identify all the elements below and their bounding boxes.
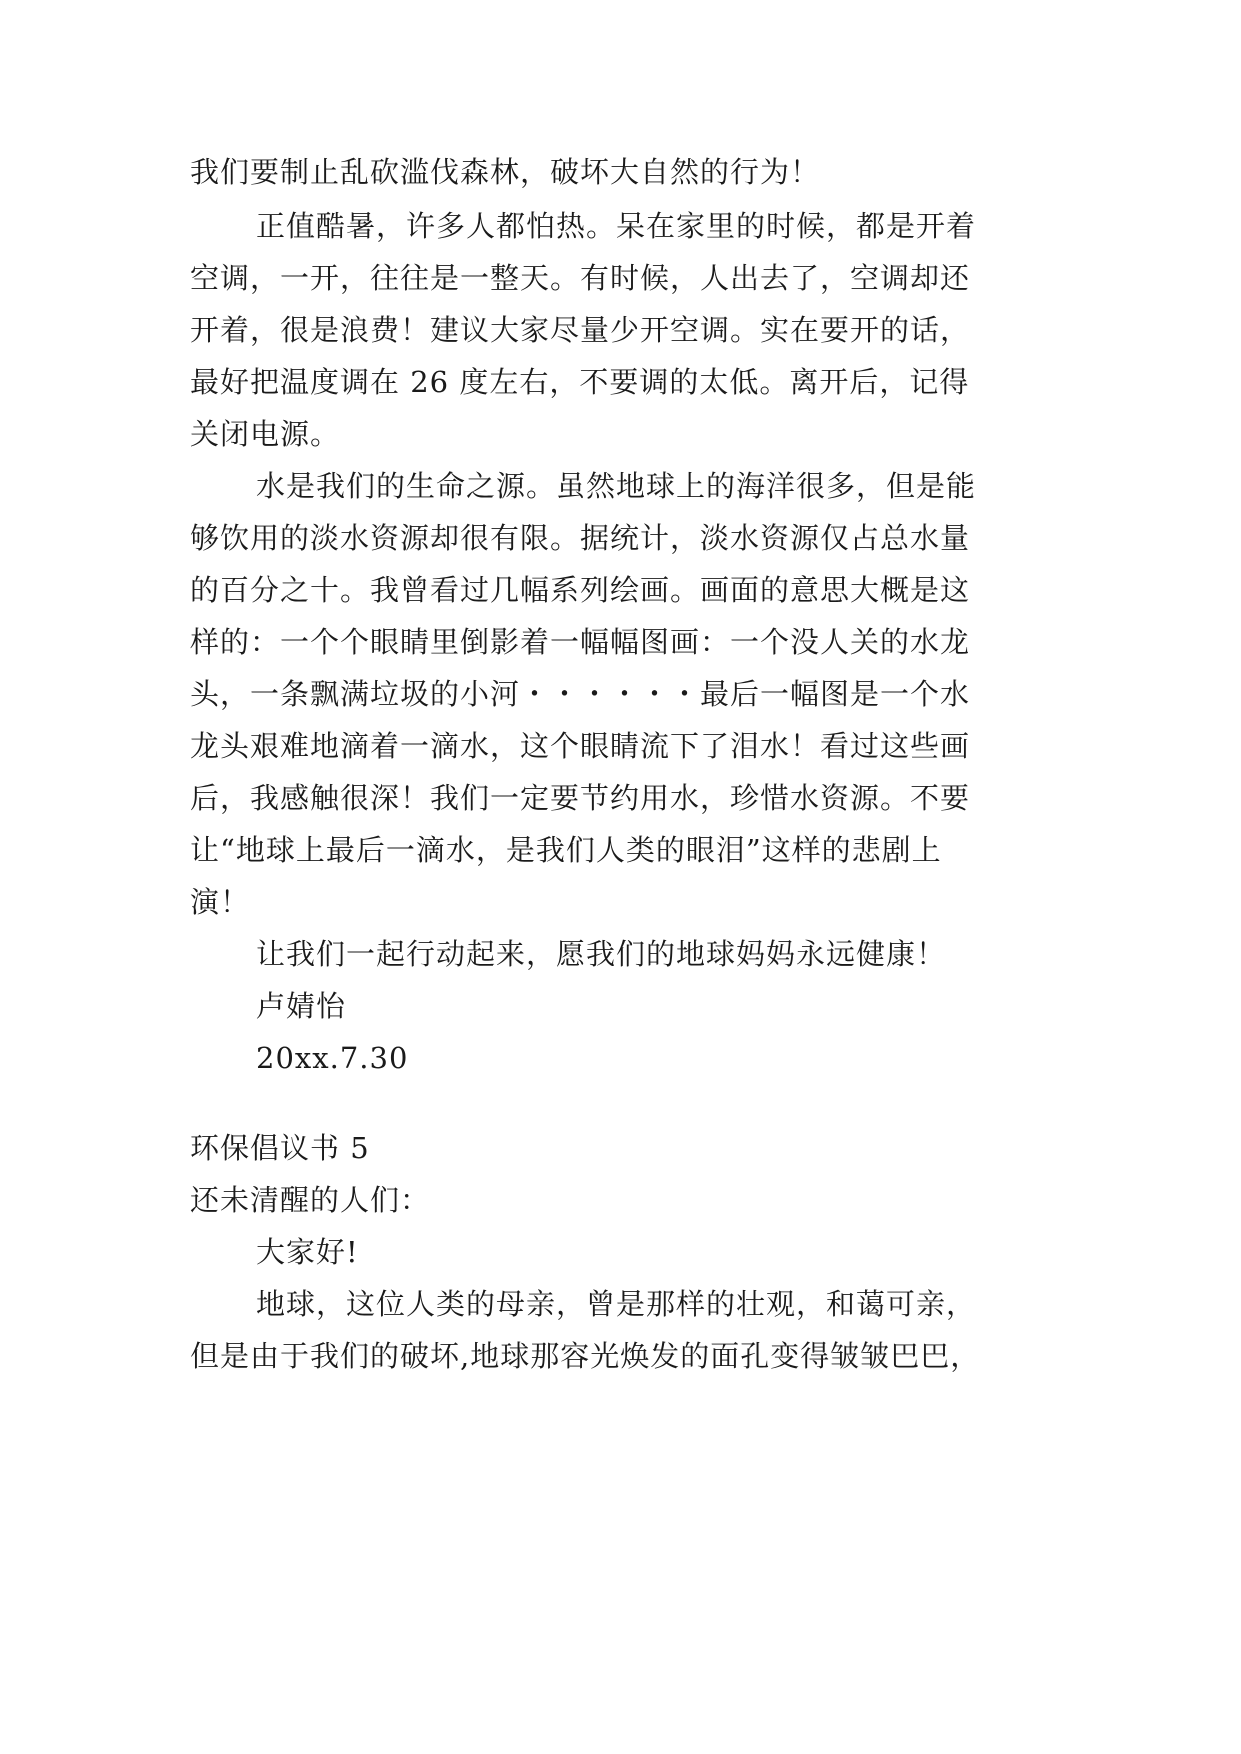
greeting: 大家好! [256,1235,359,1269]
paragraph-line: 的百分之十。我曾看过几幅系列绘画。画面的意思大概是这 [190,573,971,607]
paragraph-line: 后，我感触很深！我们一定要节约用水，珍惜水资源。不要 [190,781,971,815]
paragraph-line: 样的：一个个眼睛里倒影着一幅幅图画：一个没人关的水龙 [190,625,971,659]
paragraph-line: 正值酷暑，许多人都怕热。呆在家里的时候，都是开着 [256,209,977,243]
paragraph-line: 够饮用的淡水资源却很有限。据统计，淡水资源仅占总水量 [190,521,971,555]
salutation: 还未清醒的人们： [190,1183,431,1217]
paragraph-line: 头，一条飘满垃圾的小河・・・・・・最后一幅图是一个水 [190,677,971,711]
paragraph-line: 开着，很是浪费！建议大家尽量少开空调。实在要开的话， [190,313,971,347]
paragraph-line: 关闭电源。 [190,417,341,451]
paragraph-line: 龙头艰难地滴着一滴水，这个眼睛流下了泪水！看过这些画 [190,729,971,763]
section-title: 环保倡议书 5 [190,1131,370,1165]
paragraph-line: 但是由于我们的破坏,地球那容光焕发的面孔变得皱皱巴巴， [190,1339,981,1373]
paragraph-line: 空调，一开，往往是一整天。有时候，人出去了，空调却还 [190,261,971,295]
paragraph-line: 最好把温度调在 26 度左右，不要调的太低。离开后，记得 [190,365,970,399]
signature-name: 卢婧怡 [256,989,347,1023]
signature-date: 20xx.7.30 [256,1041,409,1075]
paragraph-line: 我们要制止乱砍滥伐森林，破坏大自然的行为！ [190,155,821,189]
closing-line: 让我们一起行动起来，愿我们的地球妈妈永远健康！ [256,937,947,971]
paragraph-line: 让“地球上最后一滴水，是我们人类的眼泪”这样的悲剧上 [190,833,942,867]
paragraph-line: 地球，这位人类的母亲，曾是那样的壮观，和蔼可亲， [256,1287,977,1321]
paragraph-line: 水是我们的生命之源。虽然地球上的海洋很多，但是能 [256,469,977,503]
paragraph-line: 演！ [190,885,251,919]
